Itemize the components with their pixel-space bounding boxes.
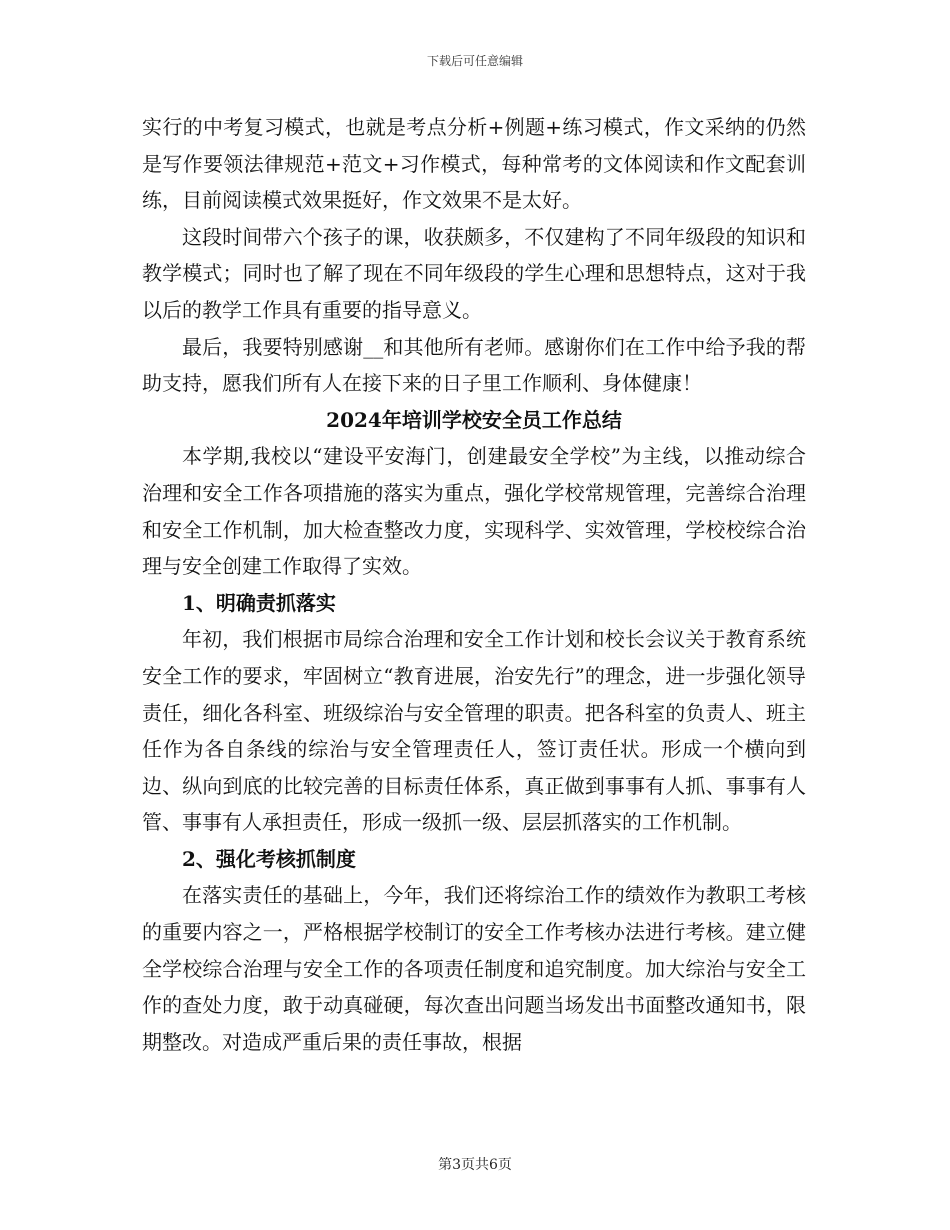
paragraph: 这段时间带六个孩子的课，收获颇多，不仅建构了不同年级段的知识和教学模式；同时也了解了现在不同年级段的学生心理和思想特点，这对于我以后的教学工作具有重要的指导意义。 xyxy=(142,224,806,322)
page-footer: 第3页共6页 xyxy=(438,1157,512,1173)
section-1-body: 年初，我们根据市局综合治理和安全工作计划和校长会议关于教育系统安全工作的要求，牢固树立“教育进展，治安先行”的理念，进一步强化领导责任，细化各科室、班级综治与安全管理的职责。把各科室的负责人、班主任作为各自条线的综治与安全管理责任人，签订责任状。形成一个横向到边、纵向到底的比较完善的目标责任体系，真正做到事事有人抓、事事有人管、事事有人承担责任，形成一级抓一级、层层抓落实的工作机制。 xyxy=(142,627,806,835)
closing-paragraph: 最后，我要特别感谢__和其他所有老师。感谢你们在工作中给予我的帮助支持，愿我们所有人在接下来的日子里工作顺利、身体健康！ xyxy=(142,334,806,396)
intro-paragraph: 本学期,我校以“建设平安海门，创建最安全学校”为主线，以推动综合治理和安全工作各项措施的落实为重点，强化学校常规管理，完善综合治理和安全工作机制，加大检查整改力度，实现科学、实效管理，学校校综合治理与安全创建工作取得了实效。 xyxy=(142,444,806,579)
document-body xyxy=(142,109,806,1060)
section-heading-1: 1、明确责抓落实 xyxy=(182,590,336,615)
document-title: 2024年培训学校安全员工作总结 xyxy=(326,407,622,432)
section-2-body: 在落实责任的基础上，今年，我们还将综治工作的绩效作为教职工考核的重要内容之一，严格根据学校制订的安全工作考核办法进行考核。建立健全学校综合治理与安全工作的各项责任制度和追究制度。加大综治与安全工作的查处力度，敢于动真碰硬，每次查出问题当场发出书面整改通知书，限期整改。对造成严重后果的责任事故，根据 xyxy=(142,883,806,1054)
section-heading-2: 2、强化考核抓制度 xyxy=(182,846,356,871)
page-header: 下载后可任意编辑 xyxy=(426,54,523,68)
continuation-paragraph: 实行的中考复习模式，也就是考点分析+例题+练习模式，作文采纳的仍然是写作要领法律规范+范文+习作模式，每种常考的文体阅读和作文配套训练，目前阅读模式效果挺好，作文效果不是太好。 xyxy=(142,115,806,213)
